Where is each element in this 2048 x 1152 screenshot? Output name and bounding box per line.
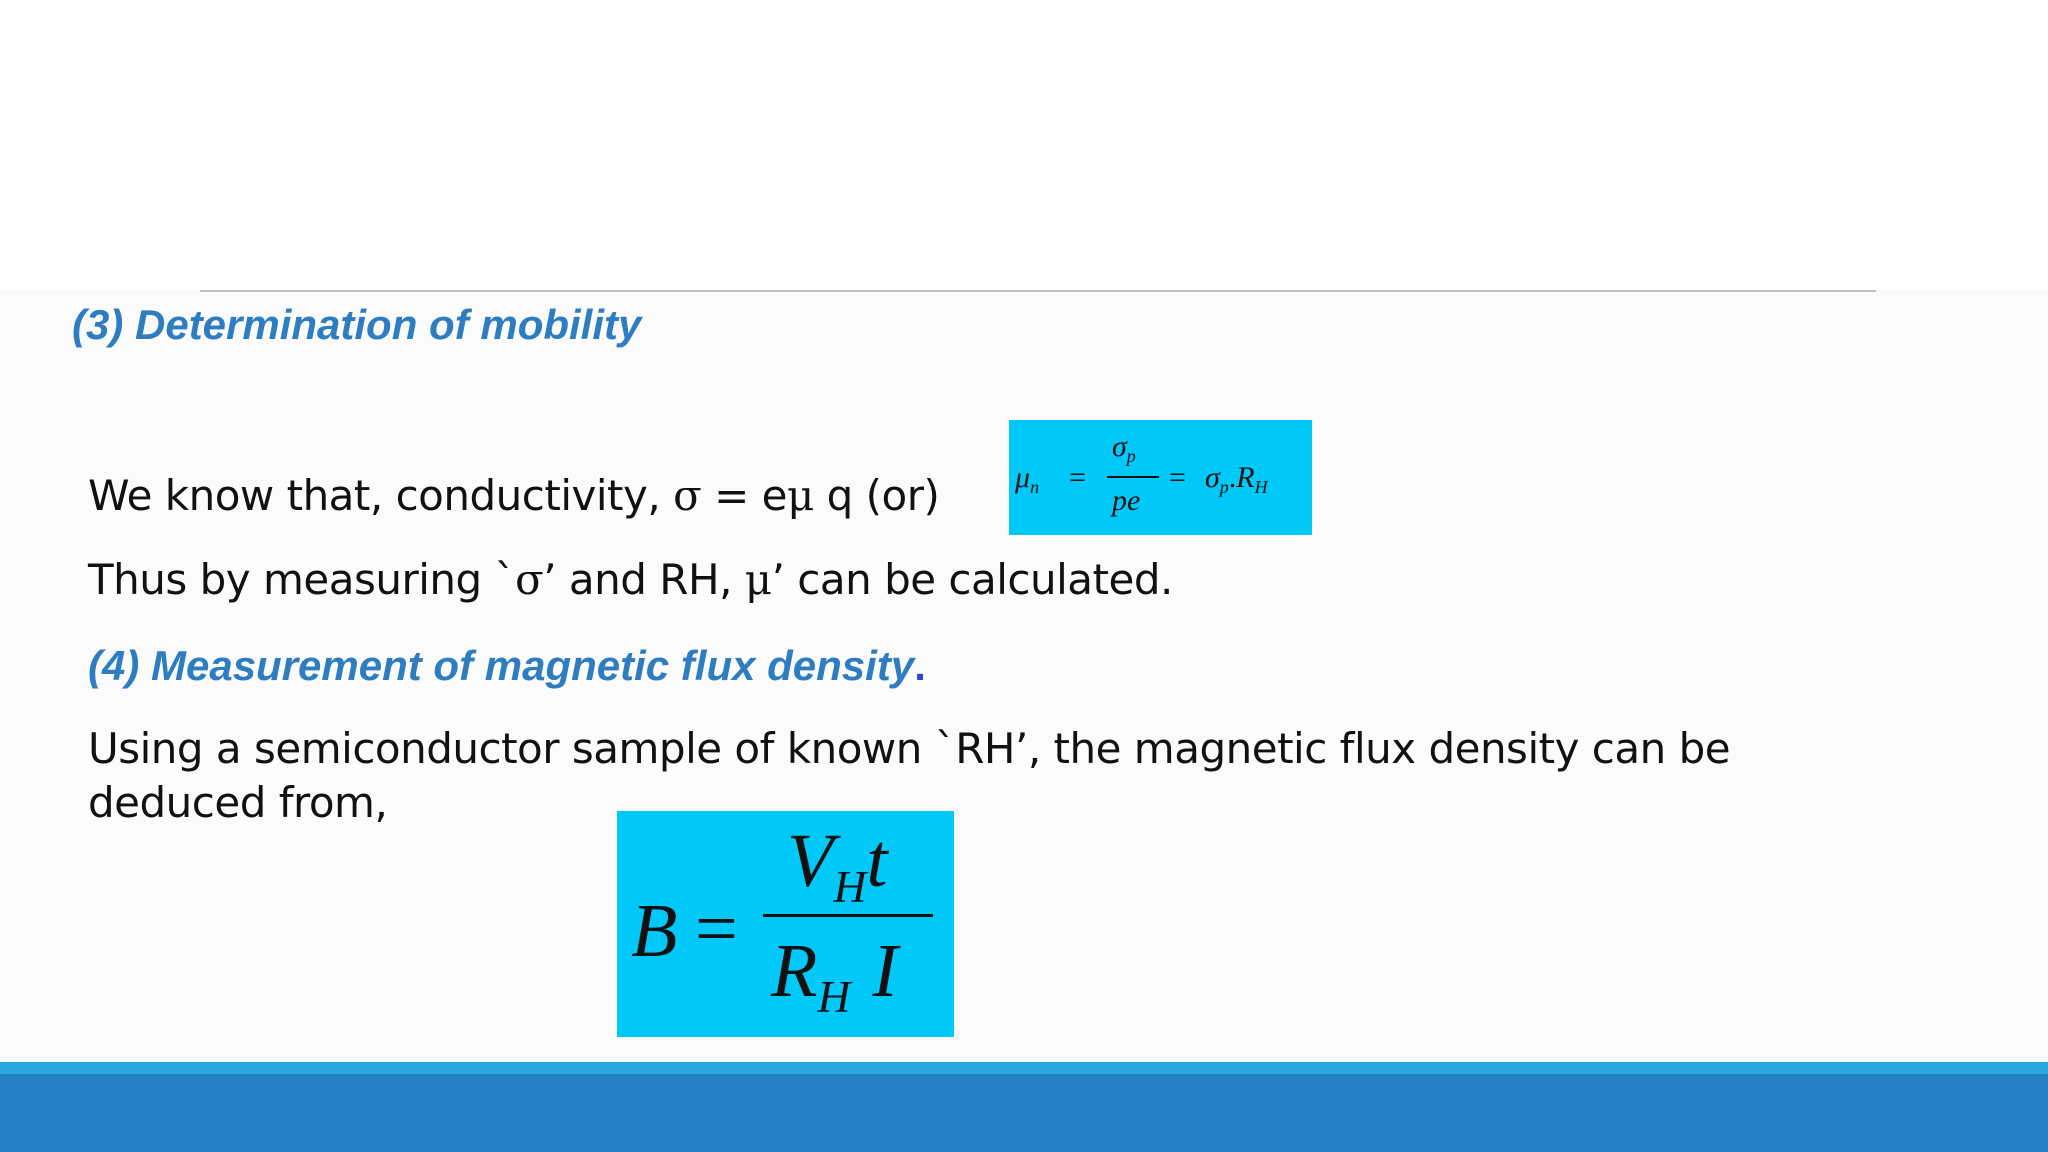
using-line-2: deduced from,: [88, 778, 388, 827]
eq1-rhs: $\sigma_p.R_H$: [1205, 461, 1268, 498]
eq1-numerator: $\sigma_p$: [1112, 430, 1136, 467]
footer-bar: [0, 1074, 2048, 1152]
top-divider-line: [200, 290, 1876, 292]
thus-line-prefix: Thus by measuring `: [88, 555, 516, 604]
eq1-denominator: pe: [1112, 484, 1141, 517]
mobility-equation-box: [1009, 420, 1312, 535]
eq2-denominator: $R_H$ I: [771, 929, 898, 1022]
sigma-symbol: σ: [515, 555, 544, 604]
mu-symbol: μ: [786, 471, 814, 520]
heading-4-text: (4) Measurement of magnetic flux density: [88, 642, 915, 689]
thus-line-suffix: ’ can be calculated.: [771, 555, 1173, 604]
eq2-lhs: B: [631, 889, 678, 973]
using-line-1: Using a semiconductor sample of known `RH’, the magnetic flux density can be: [88, 724, 1731, 773]
heading-measurement-of-flux-density: [88, 642, 926, 689]
conductivity-line-mid: = e: [701, 471, 787, 520]
conductivity-line: [88, 469, 939, 523]
thus-line-mid: ’ and RH,: [543, 555, 745, 604]
flux-density-equation-box: [617, 811, 954, 1037]
conductivity-line-prefix: We know that, conductivity,: [88, 471, 674, 520]
heading-determination-of-mobility: [72, 301, 642, 348]
thus-line: [88, 553, 1173, 607]
heading-4-dot: .: [914, 642, 926, 689]
eq1-fraction-bar: [1107, 476, 1159, 478]
eq1-equals-1: =: [1069, 461, 1086, 494]
conductivity-line-suffix: q (or): [813, 471, 940, 520]
mu-symbol: μ: [744, 555, 772, 604]
eq2-fraction-bar: [763, 914, 933, 917]
eq1-equals-2: =: [1169, 461, 1186, 494]
eq1-lhs: $\mu_n$: [1015, 461, 1040, 498]
footer-accent-stripe: [0, 1062, 2048, 1074]
heading-3-text: (3) Determination of mobility: [72, 301, 642, 348]
eq2-equals: =: [695, 887, 738, 971]
eq2-numerator: $V_Ht$: [787, 819, 888, 912]
sigma-symbol: σ: [673, 471, 702, 520]
